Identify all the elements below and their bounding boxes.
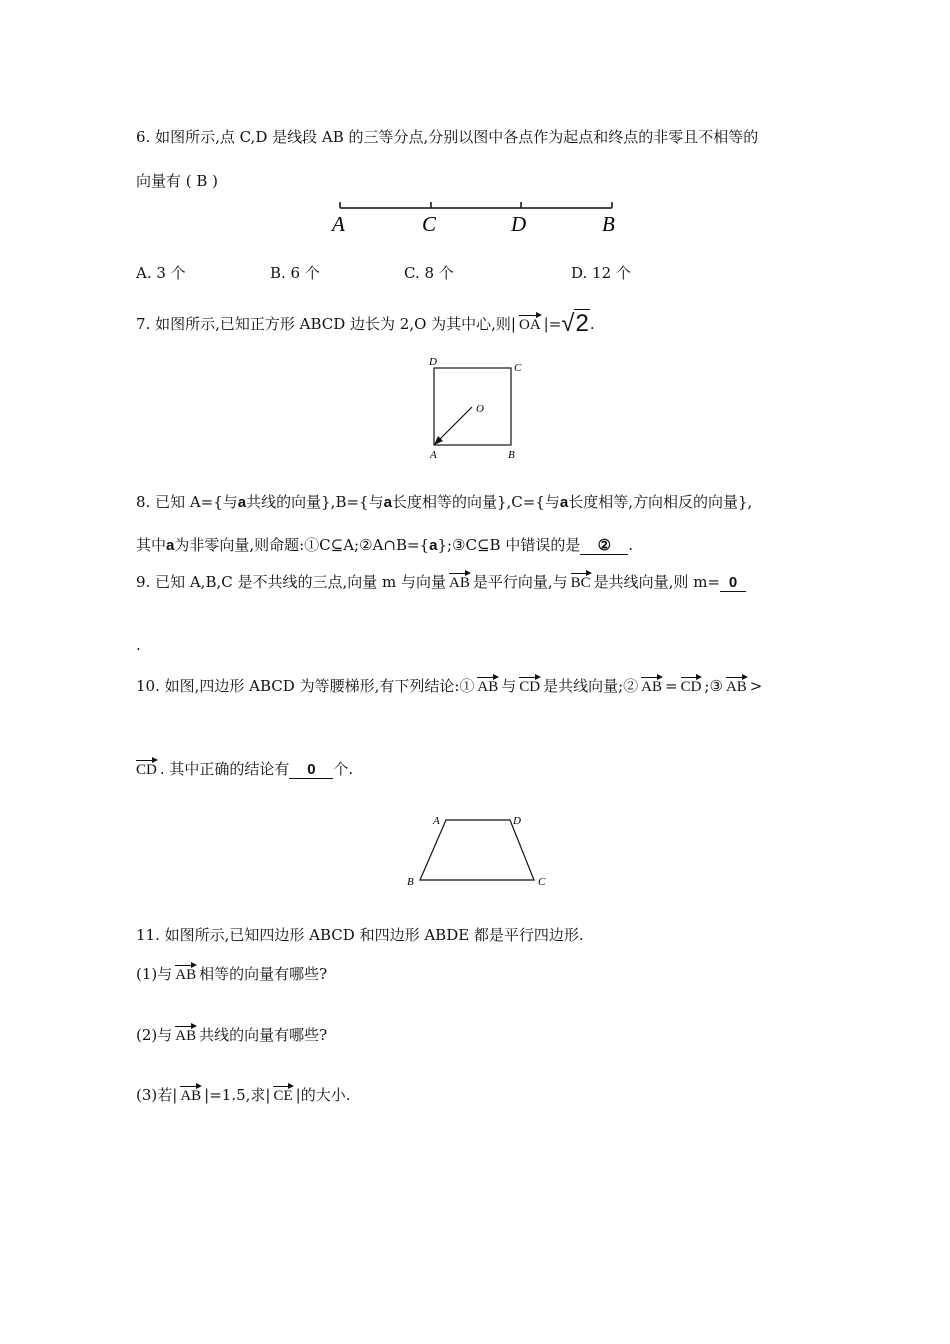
q7-suffix: . xyxy=(589,315,595,333)
q6-label-a: A xyxy=(332,212,345,236)
q11-part3-vector-ab: AB xyxy=(180,1084,201,1105)
q6-option-a: A. 3 个 xyxy=(136,264,186,282)
q8-vector-a-5: a xyxy=(429,537,438,554)
q8-line2-part-a: 其中 xyxy=(136,536,167,554)
q10-answer-blank: 0 xyxy=(289,761,333,779)
q11-part3-vector-ce: CE xyxy=(273,1084,292,1105)
q10-part-g: . 其中正确的结论有 xyxy=(159,760,290,778)
q7-sqrt xyxy=(561,310,590,337)
q9-text xyxy=(136,571,746,592)
q9-vector-ab: AB xyxy=(449,571,470,592)
q11-part3-prefix: (3)若| xyxy=(136,1086,178,1104)
q6-label-c: C xyxy=(422,212,437,236)
q10-part-b: 与 xyxy=(501,677,517,695)
q8-line2-end: . xyxy=(628,536,634,554)
q8-line1-part-d: 长度相等,方向相反的向量}, xyxy=(568,493,753,511)
q8-line1-part-a: 8. 已知 A={与 xyxy=(136,493,238,511)
q7-prefix: 7. 如图所示,已知正方形 ABCD 边长为 2,O 为其中心,则| xyxy=(136,315,516,333)
q6-option-d: D. 12 个 xyxy=(571,264,631,282)
q10-label-c: C xyxy=(538,876,546,888)
q6-label-d: D xyxy=(511,212,527,236)
q11-part1-suffix: 相等的向量有哪些? xyxy=(199,965,328,983)
q7-label-d: D xyxy=(429,356,437,368)
q9-vector-bc: BC xyxy=(571,571,591,592)
q8-vector-a-2: a xyxy=(383,494,392,511)
q11-part3-suffix: |的大小. xyxy=(295,1086,351,1104)
q10-line1 xyxy=(136,675,762,696)
q8-line2-part-c: };③C⊆B 中错误的是 xyxy=(437,536,581,554)
q10-trapezoid-figure xyxy=(400,808,555,890)
q8-vector-a-3: a xyxy=(559,494,569,511)
q9-answer-blank: 0 xyxy=(720,574,746,592)
q10-label-b: B xyxy=(407,876,414,888)
q7-label-c: C xyxy=(514,362,522,374)
q10-label-d: D xyxy=(513,815,521,827)
q8-line1-part-c: 长度相等的向量},C={与 xyxy=(391,493,560,511)
q9-end: . xyxy=(136,636,141,654)
q7-square-figure xyxy=(420,352,535,464)
q7-label-a: A xyxy=(430,449,437,461)
q8-vector-a-1: a xyxy=(237,494,247,511)
q11-part2-prefix: (2)与 xyxy=(136,1026,173,1044)
q6-text-line1: 6. 如图所示,点 C,D 是线段 AB 的三等分点,分别以图中各点作为起点和终点的非零且不相等的 xyxy=(136,128,759,146)
q11-part2-vector-ab: AB xyxy=(175,1024,196,1045)
q10-vector-ab-2: AB xyxy=(641,675,662,696)
q6-label-b: B xyxy=(602,212,615,236)
q8-vector-a-4: a xyxy=(166,537,175,554)
q7-mid: |= xyxy=(543,315,562,333)
q10-vector-cd-3: CD xyxy=(136,758,157,779)
q10-part-e: ;③ xyxy=(704,677,723,695)
q10-vector-cd-1: CD xyxy=(519,675,540,696)
q7-sqrt-symbol: √ xyxy=(561,310,575,337)
q11-part2 xyxy=(136,1024,327,1045)
q8-answer-blank: ② xyxy=(580,536,628,555)
q8-line2-part-b: 为非零向量,则命题:①C⊆A;②A∩B={ xyxy=(174,536,430,554)
q9-part-a: 9. 已知 A,B,C 是不共线的三点,向量 m 与向量 xyxy=(136,573,447,591)
q6-option-b: B. 6 个 xyxy=(270,264,320,282)
q7-text xyxy=(136,308,595,336)
q10-line2 xyxy=(136,758,353,779)
q10-vector-ab-1: AB xyxy=(477,675,498,696)
q10-part-a: 10. 如图,四边形 ABCD 为等腰梯形,有下列结论:① xyxy=(136,677,475,695)
q9-part-b: 是平行向量,与 xyxy=(472,573,568,591)
q11-title: 11. 如图所示,已知四边形 ABCD 和四边形 ABDE 都是平行四边形. xyxy=(136,926,584,944)
q11-part3-mid: |=1.5,求| xyxy=(204,1086,271,1104)
q7-vector-oa: OA xyxy=(519,313,541,334)
q11-part1-prefix: (1)与 xyxy=(136,965,173,983)
q10-vector-cd-2: CD xyxy=(681,675,702,696)
q8-line1 xyxy=(136,491,752,512)
q10-part-c: 是共线向量;② xyxy=(543,677,639,695)
q10-part-d: = xyxy=(665,677,678,695)
q11-part2-suffix: 共线的向量有哪些? xyxy=(199,1026,328,1044)
q11-part1 xyxy=(136,963,327,984)
q9-part-c: 是共线向量,则 m= xyxy=(593,573,720,591)
q10-label-a: A xyxy=(433,815,440,827)
q7-radicand: 2 xyxy=(575,310,589,337)
q6-option-c: C. 8 个 xyxy=(404,264,454,282)
q11-part3 xyxy=(136,1084,350,1105)
q8-line1-part-b: 共线的向量},B={与 xyxy=(246,493,384,511)
q10-vector-ab-3: AB xyxy=(726,675,747,696)
q11-part1-vector-ab: AB xyxy=(175,963,196,984)
q6-text-line2: 向量有 ( B ) xyxy=(136,172,219,190)
q10-part-f: > xyxy=(749,677,763,695)
q7-label-o: O xyxy=(476,403,484,415)
q10-part-h: 个. xyxy=(333,760,354,778)
q7-label-b: B xyxy=(508,449,515,461)
q8-line2 xyxy=(136,534,633,555)
q6-segment-figure xyxy=(320,198,630,240)
